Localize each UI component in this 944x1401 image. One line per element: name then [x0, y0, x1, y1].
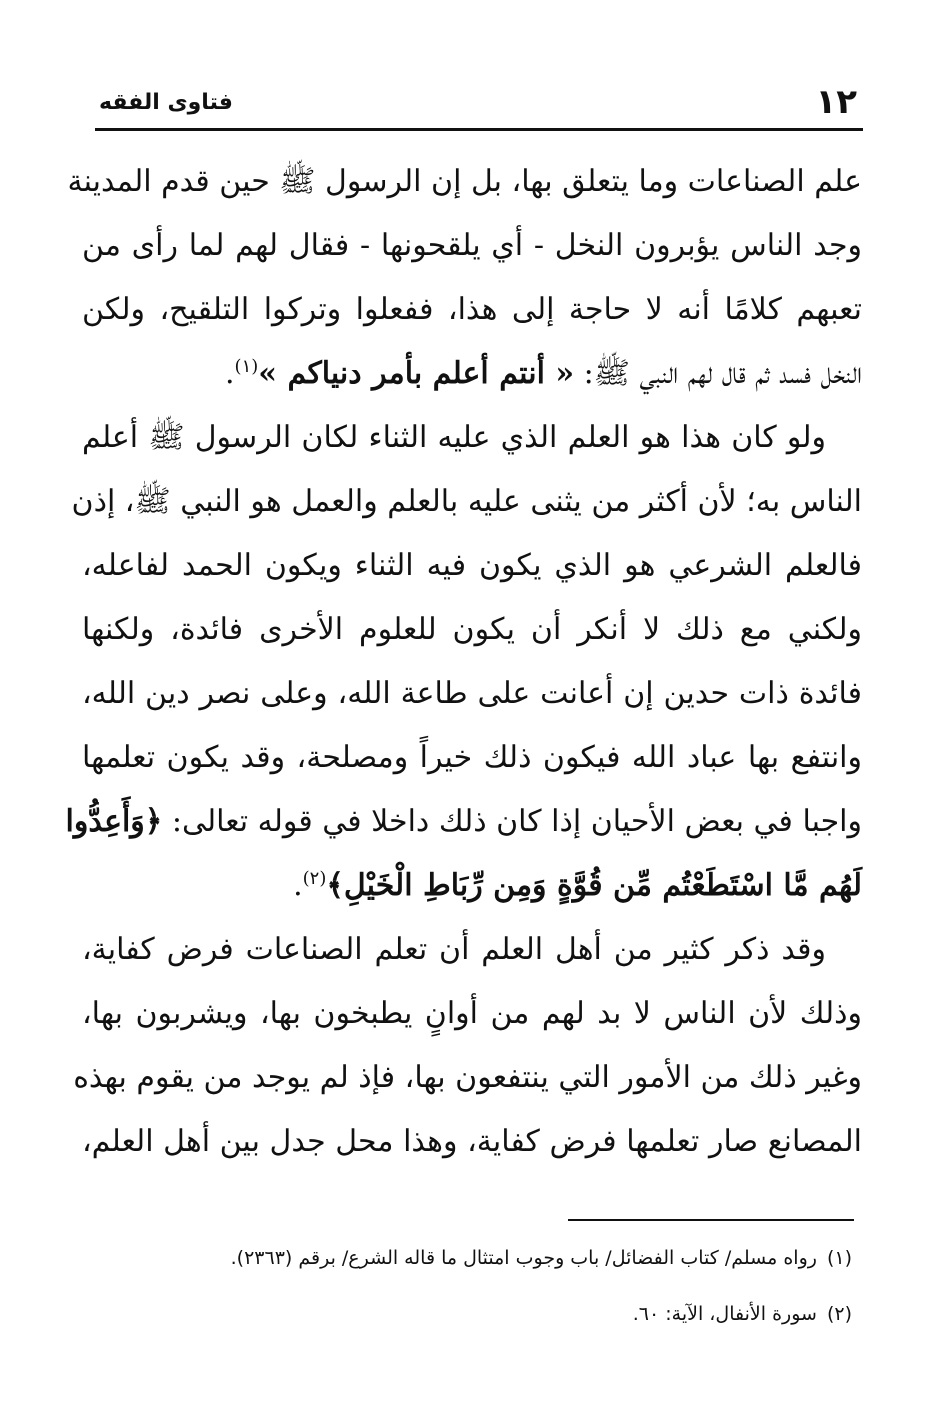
line-text: واجبا في بعض الأحيان إذا كان ذلك داخلا في قوله تعالى:: [162, 804, 862, 839]
text-line: وجد الناس يؤبرون النخل - أي يلقحونها - فقال لهم لما رأى من: [82, 228, 862, 263]
page-header: [95, 82, 863, 131]
text-line-with-quote: [82, 342, 862, 406]
footnote-ref: (٢): [302, 868, 327, 889]
quran-verse: لَهُم مَّا اسْتَطَعْتُم مِّن قُوَّةٍ وَمِن رِّبَاطِ الْخَيْلِ﴾: [326, 868, 862, 903]
text-line: علم الصناعات وما يتعلق بها، بل إن الرسول ﷺ حين قدم المدينة: [67, 164, 862, 199]
text-line: وغير ذلك من الأمور التي ينتفعون بها، فإذ لم يوجد من يقوم بهذه: [73, 1060, 862, 1095]
line-end: .: [293, 868, 303, 903]
running-title: فتاوى الفقه: [99, 90, 233, 115]
footnote-number: (٢): [826, 1303, 852, 1325]
footnote-number: (١): [826, 1247, 852, 1269]
text-line: وقد ذكر كثير من أهل العلم أن تعلم الصناعات فرض كفاية،: [82, 932, 826, 967]
text-line: فائدة ذات حدين إن أعانت على طاعة الله، وعلى نصر دين الله،: [82, 676, 862, 711]
footnotes: [92, 1236, 852, 1348]
text-line: المصانع صار تعلمها فرض كفاية، وهذا محل جدل بين أهل العلم،: [82, 1124, 862, 1159]
footnote-divider: [568, 1219, 854, 1221]
text-line: وذلك لأن الناس لا بد لهم من أوانٍ يطبخون بها، ويشربون بها،: [82, 996, 862, 1031]
text-line: ولو كان هذا هو العلم الذي عليه الثناء لكان الرسول ﷺ أعلم: [82, 420, 826, 455]
main-text: [65, 150, 862, 1174]
line-text: النخل فسد ثم قال لهم النبي ﷺ:: [574, 356, 862, 391]
page-number: ١٢: [815, 82, 857, 122]
footnote: [92, 1236, 852, 1292]
text-line: الناس به؛ لأن أكثر من يثنى عليه بالعلم والعمل هو النبي ﷺ، إذن: [71, 484, 862, 519]
text-line: تعبهم كلامًا أنه لا حاجة إلى هذا، ففعلوا وتركوا التلقيح، ولكن: [82, 292, 862, 327]
line-end: .: [225, 356, 235, 391]
text-line: ولكني مع ذلك لا أنكر أن يكون للعلوم الأخرى فائدة، ولكنها: [82, 612, 862, 647]
text-line-with-verse: [65, 790, 862, 854]
text-line: وانتفع بها عباد الله فيكون ذلك خيراً ومصلحة، وقد يكون تعلمها: [82, 740, 862, 775]
footnote-ref: (١): [234, 356, 259, 377]
footnote: [92, 1292, 852, 1348]
hadith-quote: « أنتم أعلم بأمر دنياكم »: [258, 356, 575, 391]
quran-verse: ﴿وَأَعِدُّوا: [65, 804, 163, 839]
text-line-with-verse: [82, 854, 862, 918]
text-line: فالعلم الشرعي هو الذي يكون فيه الثناء ويكون الحمد لفاعله،: [82, 548, 862, 583]
footnote-text: سورة الأنفال، الآية: ٦٠.: [632, 1303, 817, 1325]
footnote-text: رواه مسلم/ كتاب الفضائل/ باب وجوب امتثال ما قاله الشرع/ برقم (٢٣٦٣).: [230, 1247, 817, 1269]
